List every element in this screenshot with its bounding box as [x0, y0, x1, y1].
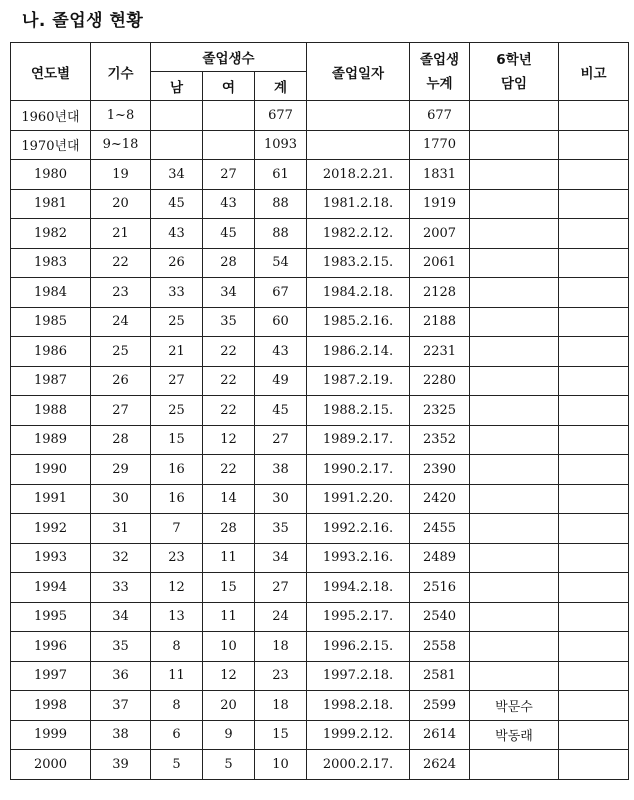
header-total: 계 [255, 72, 307, 101]
cell-female: 34 [203, 278, 255, 308]
cell-female: 28 [203, 248, 255, 278]
cell-teacher [470, 573, 559, 603]
cell-term: 31 [91, 514, 151, 544]
cell-female: 20 [203, 691, 255, 721]
cell-cumulative: 2455 [410, 514, 470, 544]
cell-male: 8 [151, 632, 203, 662]
cell-cumulative: 2231 [410, 337, 470, 367]
table-row [11, 661, 629, 691]
cell-total: 23 [255, 661, 307, 691]
cell-note [559, 484, 629, 514]
cell-teacher [470, 307, 559, 337]
cell-female: 43 [203, 189, 255, 219]
header-teacher-line2: 담임 [500, 75, 528, 92]
cell-note [559, 278, 629, 308]
cell-female: 28 [203, 514, 255, 544]
cell-cumulative: 2540 [410, 602, 470, 632]
cell-year: 1990 [11, 455, 91, 485]
cell-male: 16 [151, 455, 203, 485]
cell-female: 15 [203, 573, 255, 603]
table-body [11, 101, 629, 780]
cell-year: 1991 [11, 484, 91, 514]
cell-year: 1960년대 [11, 101, 91, 131]
cell-year: 1994 [11, 573, 91, 603]
cell-year: 1985 [11, 307, 91, 337]
cell-female: 14 [203, 484, 255, 514]
table-row [11, 573, 629, 603]
cell-female: 12 [203, 661, 255, 691]
cell-female [203, 101, 255, 131]
cell-female: 11 [203, 602, 255, 632]
cell-male: 26 [151, 248, 203, 278]
cell-date: 1991.2.20. [307, 484, 410, 514]
cell-term: 37 [91, 691, 151, 721]
cell-note [559, 425, 629, 455]
table-row [11, 307, 629, 337]
cell-term: 24 [91, 307, 151, 337]
cell-total: 88 [255, 189, 307, 219]
cell-date: 1983.2.15. [307, 248, 410, 278]
cell-note [559, 130, 629, 160]
cell-male: 8 [151, 691, 203, 721]
table-row [11, 514, 629, 544]
header-cumulative [410, 43, 470, 101]
cell-cumulative: 2489 [410, 543, 470, 573]
cell-term: 32 [91, 543, 151, 573]
cell-female: 22 [203, 396, 255, 426]
cell-note [559, 661, 629, 691]
table-row [11, 248, 629, 278]
cell-female: 45 [203, 219, 255, 249]
cell-year: 1982 [11, 219, 91, 249]
cell-year: 1995 [11, 602, 91, 632]
cell-cumulative: 2558 [410, 632, 470, 662]
table-row [11, 602, 629, 632]
cell-term: 38 [91, 720, 151, 750]
cell-note [559, 160, 629, 190]
cell-cumulative: 2007 [410, 219, 470, 249]
cell-female: 12 [203, 425, 255, 455]
table-row [11, 278, 629, 308]
cell-term: 30 [91, 484, 151, 514]
cell-total: 30 [255, 484, 307, 514]
header-year: 연도별 [11, 43, 91, 101]
cell-date: 1993.2.16. [307, 543, 410, 573]
cell-cumulative: 2061 [410, 248, 470, 278]
cell-date: 1985.2.16. [307, 307, 410, 337]
cell-year: 1997 [11, 661, 91, 691]
cell-male: 6 [151, 720, 203, 750]
header-term: 기수 [91, 43, 151, 101]
cell-note [559, 366, 629, 396]
cell-date: 1987.2.19. [307, 366, 410, 396]
cell-note [559, 543, 629, 573]
cell-total: 1093 [255, 130, 307, 160]
cell-teacher [470, 130, 559, 160]
cell-male: 15 [151, 425, 203, 455]
cell-male: 25 [151, 307, 203, 337]
cell-total: 67 [255, 278, 307, 308]
cell-cumulative: 2581 [410, 661, 470, 691]
cell-teacher [470, 543, 559, 573]
header-female: 여 [203, 72, 255, 101]
cell-male: 5 [151, 750, 203, 780]
cell-note [559, 396, 629, 426]
cell-year: 2000 [11, 750, 91, 780]
cell-male: 11 [151, 661, 203, 691]
cell-female: 22 [203, 366, 255, 396]
table-row [11, 219, 629, 249]
header-note: 비고 [559, 43, 629, 101]
cell-note [559, 750, 629, 780]
cell-year: 1992 [11, 514, 91, 544]
cell-date: 1997.2.18. [307, 661, 410, 691]
cell-total: 35 [255, 514, 307, 544]
header-graduates: 졸업생수 [151, 43, 307, 72]
table-row [11, 720, 629, 750]
cell-year: 1999 [11, 720, 91, 750]
header-date: 졸업일자 [307, 43, 410, 101]
cell-term: 9~18 [91, 130, 151, 160]
cell-term: 27 [91, 396, 151, 426]
cell-cumulative: 2352 [410, 425, 470, 455]
table-row [11, 130, 629, 160]
cell-term: 33 [91, 573, 151, 603]
cell-date [307, 101, 410, 131]
cell-female: 9 [203, 720, 255, 750]
cell-note [559, 189, 629, 219]
cell-teacher [470, 337, 559, 367]
cell-cumulative: 2390 [410, 455, 470, 485]
cell-female: 5 [203, 750, 255, 780]
cell-note [559, 720, 629, 750]
cell-year: 1983 [11, 248, 91, 278]
header-row [11, 43, 629, 72]
cell-female: 10 [203, 632, 255, 662]
cell-note [559, 691, 629, 721]
cell-female: 35 [203, 307, 255, 337]
cell-teacher: 박문수 [470, 691, 559, 721]
cell-male: 13 [151, 602, 203, 632]
cell-note [559, 248, 629, 278]
cell-note [559, 219, 629, 249]
cell-term: 19 [91, 160, 151, 190]
cell-term: 39 [91, 750, 151, 780]
cell-male: 27 [151, 366, 203, 396]
cell-year: 1970년대 [11, 130, 91, 160]
cell-male: 34 [151, 160, 203, 190]
cell-female: 27 [203, 160, 255, 190]
cell-total: 43 [255, 337, 307, 367]
cell-teacher [470, 661, 559, 691]
cell-year: 1998 [11, 691, 91, 721]
cell-term: 21 [91, 219, 151, 249]
cell-male [151, 130, 203, 160]
cell-term: 1~8 [91, 101, 151, 131]
cell-note [559, 573, 629, 603]
table-row [11, 160, 629, 190]
cell-cumulative: 1919 [410, 189, 470, 219]
cell-teacher [470, 455, 559, 485]
cell-teacher [470, 396, 559, 426]
table-row [11, 455, 629, 485]
cell-date: 1996.2.15. [307, 632, 410, 662]
cell-total: 18 [255, 691, 307, 721]
cell-male: 43 [151, 219, 203, 249]
cell-cumulative: 677 [410, 101, 470, 131]
cell-note [559, 602, 629, 632]
cell-teacher [470, 278, 559, 308]
cell-teacher [470, 101, 559, 131]
cell-note [559, 514, 629, 544]
cell-date: 1995.2.17. [307, 602, 410, 632]
cell-term: 26 [91, 366, 151, 396]
cell-term: 28 [91, 425, 151, 455]
cell-term: 35 [91, 632, 151, 662]
cell-teacher: 박동래 [470, 720, 559, 750]
cell-cumulative: 1770 [410, 130, 470, 160]
cell-term: 25 [91, 337, 151, 367]
cell-male: 23 [151, 543, 203, 573]
cell-total: 18 [255, 632, 307, 662]
cell-total: 54 [255, 248, 307, 278]
cell-teacher [470, 425, 559, 455]
cell-total: 24 [255, 602, 307, 632]
cell-date: 1990.2.17. [307, 455, 410, 485]
cell-year: 1996 [11, 632, 91, 662]
table-row [11, 632, 629, 662]
table-row [11, 543, 629, 573]
header-teacher [470, 43, 559, 101]
cell-total: 38 [255, 455, 307, 485]
cell-total: 27 [255, 425, 307, 455]
cell-total: 88 [255, 219, 307, 249]
cell-note [559, 455, 629, 485]
cell-male: 21 [151, 337, 203, 367]
cell-teacher [470, 602, 559, 632]
cell-total: 677 [255, 101, 307, 131]
cell-year: 1981 [11, 189, 91, 219]
cell-date: 1998.2.18. [307, 691, 410, 721]
cell-teacher [470, 189, 559, 219]
cell-cumulative: 2420 [410, 484, 470, 514]
cell-term: 22 [91, 248, 151, 278]
cell-female [203, 130, 255, 160]
cell-female: 22 [203, 455, 255, 485]
cell-year: 1986 [11, 337, 91, 367]
cell-year: 1993 [11, 543, 91, 573]
cell-year: 1984 [11, 278, 91, 308]
cell-male: 7 [151, 514, 203, 544]
cell-teacher [470, 248, 559, 278]
cell-cumulative: 2280 [410, 366, 470, 396]
cell-date: 2018.2.21. [307, 160, 410, 190]
cell-year: 1988 [11, 396, 91, 426]
cell-female: 22 [203, 337, 255, 367]
cell-date: 1981.2.18. [307, 189, 410, 219]
cell-date: 1994.2.18. [307, 573, 410, 603]
cell-teacher [470, 219, 559, 249]
cell-year: 1987 [11, 366, 91, 396]
cell-total: 15 [255, 720, 307, 750]
cell-cumulative: 2599 [410, 691, 470, 721]
cell-total: 61 [255, 160, 307, 190]
cell-male: 33 [151, 278, 203, 308]
graduates-table [10, 42, 629, 780]
cell-cumulative: 2188 [410, 307, 470, 337]
cell-teacher [470, 366, 559, 396]
cell-date: 1982.2.12. [307, 219, 410, 249]
cell-date: 1986.2.14. [307, 337, 410, 367]
cell-cumulative: 2614 [410, 720, 470, 750]
cell-teacher [470, 632, 559, 662]
cell-term: 23 [91, 278, 151, 308]
cell-term: 20 [91, 189, 151, 219]
cell-teacher [470, 484, 559, 514]
cell-male: 25 [151, 396, 203, 426]
cell-term: 36 [91, 661, 151, 691]
cell-male: 12 [151, 573, 203, 603]
cell-female: 11 [203, 543, 255, 573]
cell-date: 1989.2.17. [307, 425, 410, 455]
cell-year: 1989 [11, 425, 91, 455]
cell-note [559, 337, 629, 367]
cell-total: 34 [255, 543, 307, 573]
cell-date: 1992.2.16. [307, 514, 410, 544]
header-teacher-line1: 6학년 [496, 51, 532, 68]
cell-male: 16 [151, 484, 203, 514]
cell-total: 45 [255, 396, 307, 426]
cell-total: 27 [255, 573, 307, 603]
header-male: 남 [151, 72, 203, 101]
cell-teacher [470, 750, 559, 780]
cell-date [307, 130, 410, 160]
header-cumulative-line1: 졸업생 [419, 51, 460, 68]
cell-cumulative: 2516 [410, 573, 470, 603]
cell-term: 34 [91, 602, 151, 632]
table-row [11, 691, 629, 721]
cell-term: 29 [91, 455, 151, 485]
cell-note [559, 632, 629, 662]
cell-male [151, 101, 203, 131]
cell-date: 2000.2.17. [307, 750, 410, 780]
cell-total: 60 [255, 307, 307, 337]
section-title: 나. 졸업생 현황 [22, 11, 144, 31]
cell-note [559, 101, 629, 131]
cell-date: 1988.2.15. [307, 396, 410, 426]
cell-note [559, 307, 629, 337]
cell-cumulative: 1831 [410, 160, 470, 190]
table-row [11, 337, 629, 367]
cell-total: 49 [255, 366, 307, 396]
cell-cumulative: 2128 [410, 278, 470, 308]
table-row [11, 101, 629, 131]
cell-male: 45 [151, 189, 203, 219]
cell-teacher [470, 160, 559, 190]
header-cumulative-line2: 누계 [426, 75, 453, 92]
cell-cumulative: 2624 [410, 750, 470, 780]
cell-date: 1984.2.18. [307, 278, 410, 308]
table-row [11, 396, 629, 426]
cell-total: 10 [255, 750, 307, 780]
table-row [11, 425, 629, 455]
cell-cumulative: 2325 [410, 396, 470, 426]
table-row [11, 484, 629, 514]
table-row [11, 189, 629, 219]
cell-date: 1999.2.12. [307, 720, 410, 750]
table-row [11, 750, 629, 780]
cell-year: 1980 [11, 160, 91, 190]
table-row [11, 366, 629, 396]
cell-teacher [470, 514, 559, 544]
